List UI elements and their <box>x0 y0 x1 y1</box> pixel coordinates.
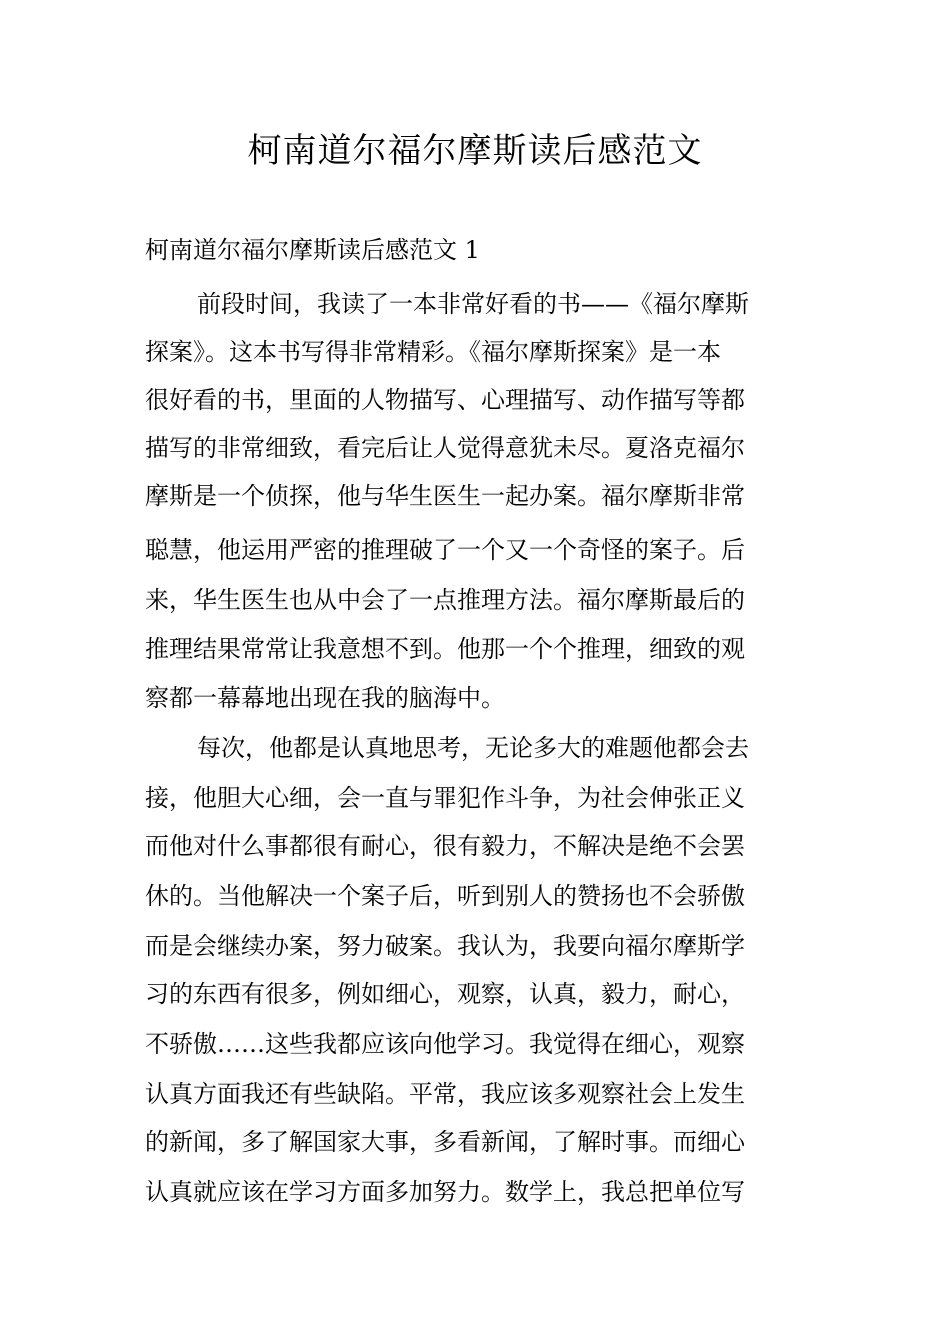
paragraph-1-line-4: 描写的非常细致，看完后让人觉得意犹未尽。夏洛克福尔 <box>145 434 745 462</box>
paragraph-2-line-5: 而是会继续办案，努力破案。我认为，我要向福尔摩斯学 <box>145 932 745 960</box>
paragraph-2-line-1: 每次，他都是认真地思考，无论多大的难题他都会去 <box>197 734 749 762</box>
paragraph-1-line-8: 推理结果常常让我意想不到。他那一个个推理，细致的观 <box>145 635 745 663</box>
paragraph-2-line-10: 认真就应该在学习方面多加努力。数学上，我总把单位写 <box>145 1178 745 1206</box>
paragraph-2-line-4: 休的。当他解决一个案子后，听到别人的赞扬也不会骄傲 <box>145 882 745 910</box>
paragraph-2-line-2: 接，他胆大心细，会一直与罪犯作斗争，为社会伸张正义 <box>145 784 745 812</box>
paragraph-2-line-8: 认真方面我还有些缺陷。平常，我应该多观察社会上发生 <box>145 1080 745 1108</box>
paragraph-1-line-3: 很好看的书，里面的人物描写、心理描写、动作描写等都 <box>145 386 745 414</box>
paragraph-1-line-7: 来，华生医生也从中会了一点推理方法。福尔摩斯最后的 <box>145 586 745 614</box>
paragraph-1-line-6: 聪慧，他运用严密的推理破了一个又一个奇怪的案子。后 <box>145 536 745 564</box>
paragraph-2-line-6: 习的东西有很多，例如细心，观察，认真，毅力，耐心， <box>145 980 745 1008</box>
paragraph-2-line-7: 不骄傲……这些我都应该向他学习。我觉得在细心，观察 <box>145 1030 745 1058</box>
paragraph-1-line-9: 察都一幕幕地出现在我的脑海中。 <box>145 684 505 712</box>
paragraph-1-line-1: 前段时间，我读了一本非常好看的书——《福尔摩斯 <box>197 290 749 318</box>
document-title: 柯南道尔福尔摩斯读后感范文 <box>247 131 703 171</box>
paragraph-1-line-2: 探案》。这本书写得非常精彩。《福尔摩斯探案》是一本 <box>145 338 721 366</box>
paragraph-2-line-3: 而他对什么事都很有耐心，很有毅力，不解决是绝不会罢 <box>145 832 745 860</box>
paragraph-1-line-5: 摩斯是一个侦探，他与华生医生一起办案。福尔摩斯非常 <box>145 482 745 510</box>
paragraph-2-line-9: 的新闻，多了解国家大事，多看新闻，了解时事。而细心 <box>145 1128 745 1156</box>
section-subtitle: 柯南道尔福尔摩斯读后感范文 1 <box>145 236 480 264</box>
